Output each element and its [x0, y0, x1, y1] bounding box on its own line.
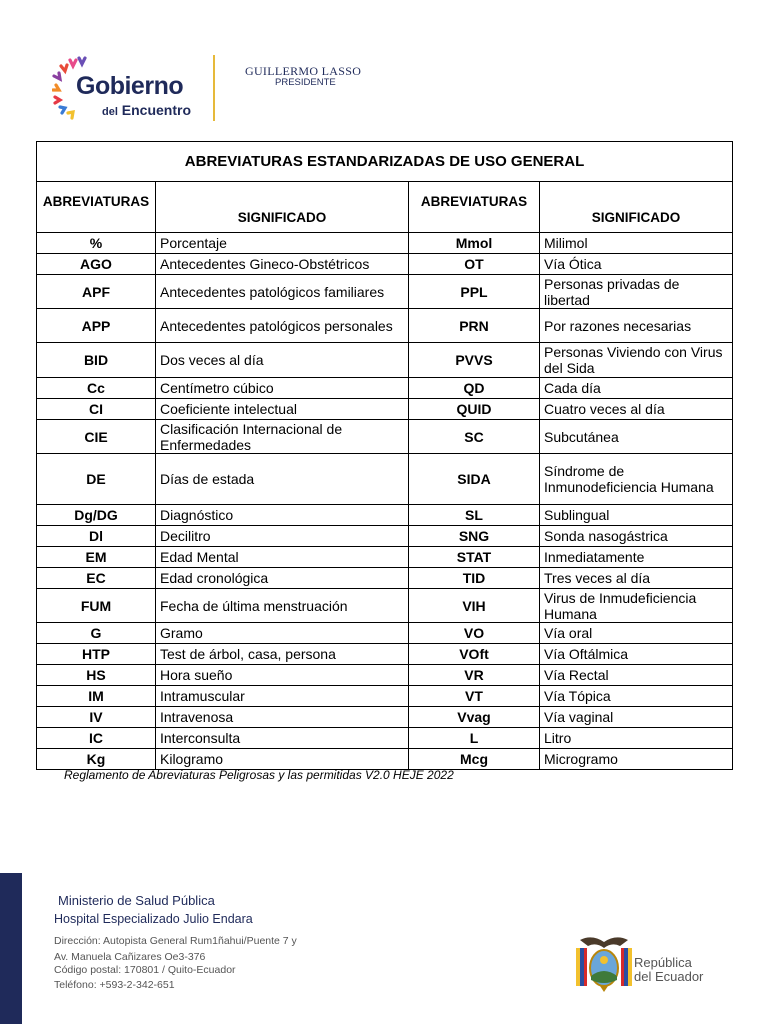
abbreviation-cell: L — [409, 728, 540, 749]
table-row — [37, 454, 733, 505]
footer-side-bar — [0, 873, 22, 1024]
abbreviation-cell: SC — [409, 420, 540, 454]
abbreviation-cell: APF — [37, 275, 156, 309]
abbreviation-cell: PRN — [409, 309, 540, 343]
hospital-name: Hospital Especializado Julio Endara — [54, 912, 253, 926]
table-row — [37, 749, 733, 770]
meaning-cell: Hora sueño — [156, 665, 409, 686]
address-line: Código postal: 170801 / Quito-Ecuador — [54, 964, 236, 976]
meaning-cell: Interconsulta — [156, 728, 409, 749]
abbreviation-cell: IM — [37, 686, 156, 707]
abbreviation-cell: G — [37, 623, 156, 644]
meaning-cell: Antecedentes patológicos personales — [156, 309, 409, 343]
meaning-cell: Microgramo — [540, 749, 733, 770]
meaning-cell: Intravenosa — [156, 707, 409, 728]
table-row — [37, 275, 733, 309]
table-row — [37, 686, 733, 707]
meaning-cell: Diagnóstico — [156, 505, 409, 526]
abbreviation-cell: BID — [37, 343, 156, 378]
meaning-cell: Cada día — [540, 378, 733, 399]
abbreviation-cell: Mcg — [409, 749, 540, 770]
abbreviation-cell: QD — [409, 378, 540, 399]
republic-label-line1: República — [634, 955, 692, 970]
table-footnote: Reglamento de Abreviaturas Peligrosas y las permitidas V2.0 HEJE 2022 — [64, 768, 454, 782]
abbreviation-cell: QUID — [409, 399, 540, 420]
abbreviation-cell: Mmol — [409, 233, 540, 254]
meaning-cell: Porcentaje — [156, 233, 409, 254]
abbreviation-cell: EM — [37, 547, 156, 568]
table-row — [37, 526, 733, 547]
abbreviation-cell: AGO — [37, 254, 156, 275]
address-line: Teléfono: +593-2-342-651 — [54, 979, 175, 991]
meaning-cell: Decilitro — [156, 526, 409, 547]
table-row — [37, 568, 733, 589]
meaning-cell: Antecedentes Gineco-Obstétricos — [156, 254, 409, 275]
meaning-cell: Kilogramo — [156, 749, 409, 770]
ministry-name: Ministerio de Salud Pública — [58, 893, 215, 908]
abbreviation-cell: Vvag — [409, 707, 540, 728]
meaning-cell: Vía Oftálmica — [540, 644, 733, 665]
table-row — [37, 378, 733, 399]
table-row — [37, 505, 733, 526]
meaning-cell: Sublingual — [540, 505, 733, 526]
meaning-cell: Litro — [540, 728, 733, 749]
abbreviation-cell: VO — [409, 623, 540, 644]
meaning-cell: Personas privadas de libertad — [540, 275, 733, 309]
address-line: Av. Manuela Cañizares Oe3-376 — [54, 951, 206, 963]
abbreviations-table — [36, 141, 733, 770]
abbreviation-cell: CI — [37, 399, 156, 420]
meaning-cell: Clasificación Internacional de Enfermedades — [156, 420, 409, 454]
meaning-cell: Edad Mental — [156, 547, 409, 568]
table-row — [37, 420, 733, 454]
meaning-cell: Coeficiente intelectual — [156, 399, 409, 420]
abbreviation-cell: APP — [37, 309, 156, 343]
abbreviation-cell: VOft — [409, 644, 540, 665]
table-row — [37, 623, 733, 644]
president-title: PRESIDENTE — [275, 77, 336, 88]
logo-title: Gobierno — [76, 72, 184, 100]
table-row — [37, 644, 733, 665]
table-row — [37, 343, 733, 378]
abbreviation-cell: VR — [409, 665, 540, 686]
republic-label-line2: del Ecuador — [634, 969, 704, 984]
abbreviation-cell: TID — [409, 568, 540, 589]
abbreviation-cell: IC — [37, 728, 156, 749]
abbreviation-cell: VIH — [409, 589, 540, 623]
abbreviation-cell: HTP — [37, 644, 156, 665]
column-header-meaning: SIGNIFICADO — [156, 182, 409, 233]
abbreviation-cell: STAT — [409, 547, 540, 568]
meaning-cell: Vía Rectal — [540, 665, 733, 686]
abbreviation-cell: EC — [37, 568, 156, 589]
table-row — [37, 399, 733, 420]
meaning-cell: Vía vaginal — [540, 707, 733, 728]
abbreviation-cell: Kg — [37, 749, 156, 770]
meaning-cell: Síndrome de Inmunodeficiencia Humana — [540, 454, 733, 505]
abbreviation-cell: SL — [409, 505, 540, 526]
meaning-cell: Test de árbol, casa, persona — [156, 644, 409, 665]
abbreviation-cell: OT — [409, 254, 540, 275]
table-row — [37, 728, 733, 749]
table-row — [37, 254, 733, 275]
abbreviation-cell: CIE — [37, 420, 156, 454]
meaning-cell: Subcutánea — [540, 420, 733, 454]
meaning-cell: Cuatro veces al día — [540, 399, 733, 420]
meaning-cell: Antecedentes patológicos familiares — [156, 275, 409, 309]
gobierno-logo — [52, 52, 212, 124]
meaning-cell: Tres veces al día — [540, 568, 733, 589]
table-row — [37, 665, 733, 686]
abbreviation-cell: PVVS — [409, 343, 540, 378]
column-header-abbr: ABREVIATURAS — [37, 182, 156, 233]
abbreviation-cell: % — [37, 233, 156, 254]
table-title: ABREVIATURAS ESTANDARIZADAS DE USO GENERAL — [37, 142, 733, 182]
logo-subtitle — [102, 102, 191, 120]
meaning-cell: Gramo — [156, 623, 409, 644]
logo-sub-main: Encuentro — [121, 102, 192, 118]
meaning-cell: Vía Tópica — [540, 686, 733, 707]
meaning-cell: Intramuscular — [156, 686, 409, 707]
meaning-cell: Dos veces al día — [156, 343, 409, 378]
abbreviation-cell: Cc — [37, 378, 156, 399]
abbreviation-cell: FUM — [37, 589, 156, 623]
meaning-cell: Milimol — [540, 233, 733, 254]
meaning-cell: Vía oral — [540, 623, 733, 644]
meaning-cell: Virus de Inmudeficiencia Humana — [540, 589, 733, 623]
abbreviation-cell: VT — [409, 686, 540, 707]
abbreviation-cell: Dl — [37, 526, 156, 547]
abbreviation-cell: Dg/DG — [37, 505, 156, 526]
page-header — [0, 0, 768, 135]
abbreviation-cell: SIDA — [409, 454, 540, 505]
logo-sub-small: del — [102, 106, 118, 118]
meaning-cell: Fecha de última menstruación — [156, 589, 409, 623]
column-header-meaning: SIGNIFICADO — [540, 182, 733, 233]
abbreviation-cell: IV — [37, 707, 156, 728]
president-name: GUILLERMO LASSO — [245, 64, 362, 78]
table-row — [37, 547, 733, 568]
abbreviation-cell: DE — [37, 454, 156, 505]
meaning-cell: Centímetro cúbico — [156, 378, 409, 399]
abbreviation-cell: PPL — [409, 275, 540, 309]
meaning-cell: Edad cronológica — [156, 568, 409, 589]
meaning-cell: Inmediatamente — [540, 547, 733, 568]
meaning-cell: Días de estada — [156, 454, 409, 505]
column-header-abbr: ABREVIATURAS — [409, 182, 540, 233]
table-row — [37, 589, 733, 623]
ecuador-coat-of-arms-icon — [574, 934, 634, 994]
meaning-cell: Por razones necesarias — [540, 309, 733, 343]
address-line: Dirección: Autopista General Rum1ñahui/Puente 7 y — [54, 935, 297, 947]
meaning-cell: Sonda nasogástrica — [540, 526, 733, 547]
table-row — [37, 309, 733, 343]
meaning-cell: Personas Viviendo con Virus del Sida — [540, 343, 733, 378]
header-divider — [213, 55, 215, 121]
table-body — [37, 233, 733, 770]
abbreviation-cell: SNG — [409, 526, 540, 547]
table-row — [37, 707, 733, 728]
abbreviation-cell: HS — [37, 665, 156, 686]
meaning-cell: Vía Ótica — [540, 254, 733, 275]
table-row — [37, 233, 733, 254]
